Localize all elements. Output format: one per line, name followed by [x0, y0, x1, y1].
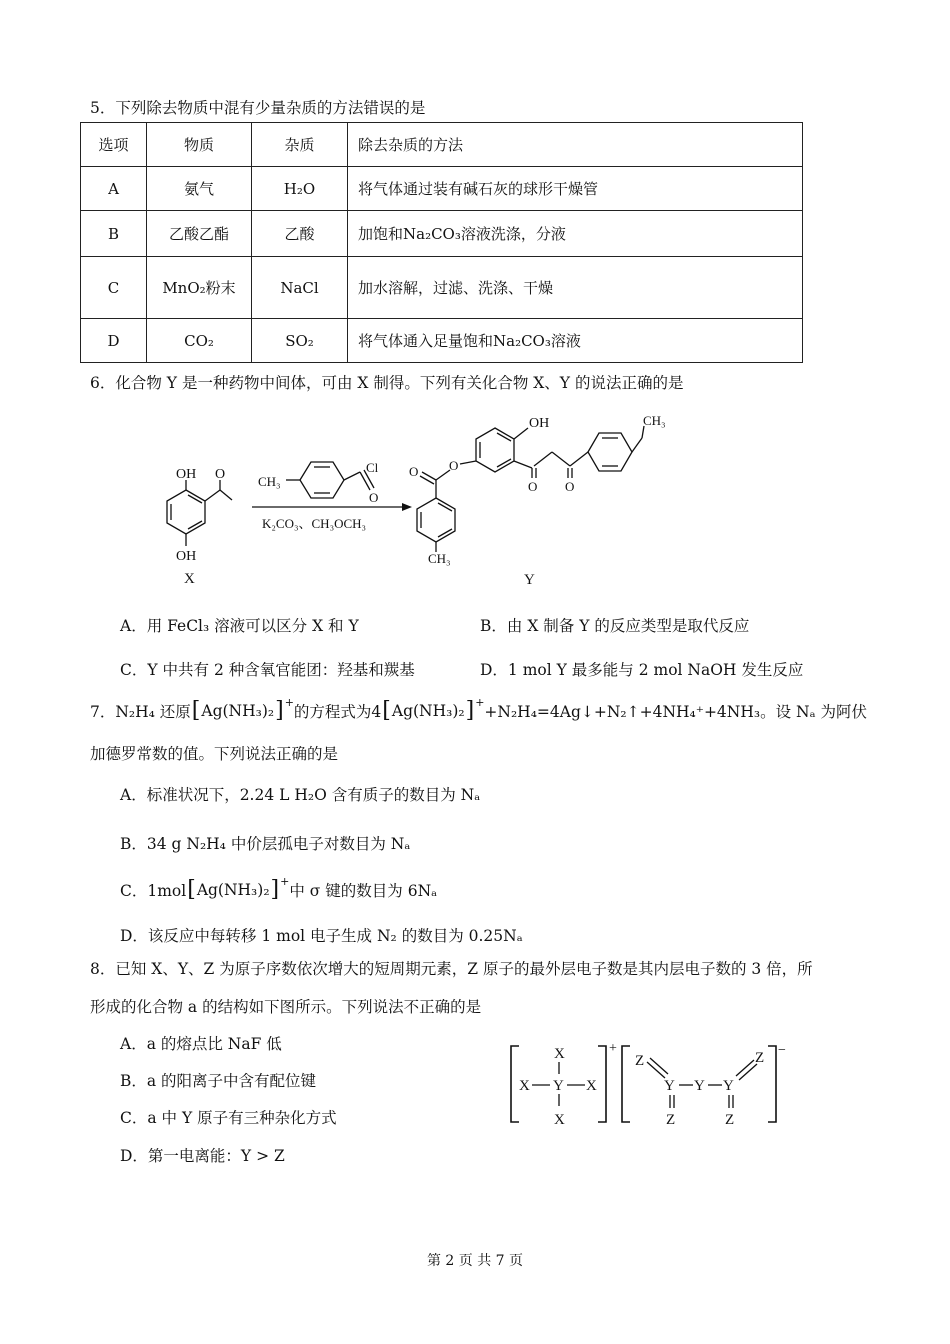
reagent-structure [258, 460, 379, 505]
q6-option-a: A．用 FeCl₃ 溶液可以区分 X 和 Y [120, 617, 359, 635]
q7-stem-prefix: 7．N₂H₄ 还原 [90, 702, 191, 721]
atom-z: Z [666, 1112, 676, 1128]
y-ketone-o1: O [528, 479, 538, 494]
y-ch3-top: CH₃ [643, 413, 666, 428]
q8-option-b: B．a 的阳离子中含有配位键 [120, 1072, 317, 1090]
atom-z: Z [635, 1053, 645, 1069]
anion-structure [622, 1043, 786, 1128]
x-label: X [184, 571, 195, 587]
q5-stem: 5．下列除去物质中混有少量杂质的方法错误的是 [90, 99, 426, 117]
atom-x: X [519, 1078, 530, 1094]
q6-option-d: D．1 mol Y 最多能与 2 mol NaOH 发生反应 [480, 661, 804, 679]
q6-option-b: B．由 X 制备 Y 的反应类型是取代反应 [480, 617, 750, 635]
table-cell: 将气体通入足量饱和Na₂CO₃溶液 [348, 319, 803, 363]
table-cell: A [81, 167, 147, 211]
table-row [81, 257, 803, 319]
q7-stem-mid: 的方程式为4 [293, 702, 382, 721]
left-bracket: [ [382, 698, 391, 723]
q7-equation-rest: +N₂H₄=4Ag↓+N₂↑+4NH₄⁺+4NH₃。设 Nₐ 为阿伏 [484, 702, 867, 721]
anion-charge: − [778, 1043, 786, 1058]
table-cell: 乙酸乙酯 [147, 211, 252, 257]
q7-stem-line1 [90, 698, 867, 723]
q6-reaction-scheme [140, 400, 700, 595]
y-ester-o: O [449, 458, 459, 473]
q7-option-a: A．标准状况下，2.24 L H₂O 含有质子的数目为 Nₐ [120, 786, 481, 804]
q7-option-c [120, 877, 437, 902]
y-ester-carbonyl-o: O [409, 464, 419, 479]
complex-ion: Ag(NH₃)₂ [196, 880, 270, 899]
arrow-head [402, 503, 412, 511]
table-cell: 加水溶解，过滤、洗涤、干燥 [348, 257, 803, 319]
atom-y: Y [664, 1078, 675, 1094]
table-cell: B [81, 211, 147, 257]
q6-option-c: C．Y 中共有 2 种含氧官能团：羟基和羰基 [120, 661, 415, 679]
x-oh-bottom: OH [176, 549, 197, 564]
y-oh: OH [529, 416, 550, 431]
charge: + [284, 696, 294, 709]
complex-ion: Ag(NH₃)₂ [201, 701, 275, 720]
compound-y-structure [409, 413, 666, 588]
atom-x: X [554, 1046, 565, 1062]
right-bracket: ] [465, 698, 475, 723]
reagent-cl: Cl [366, 460, 379, 475]
q7-option-c-prefix: C．1mol [120, 881, 187, 900]
y-label: Y [524, 572, 535, 588]
q7-option-c-suffix: 中 σ 键的数目为 6Nₐ [289, 881, 438, 900]
atom-y: Y [694, 1078, 705, 1094]
header-cell: 除去杂质的方法 [348, 123, 803, 167]
header-cell: 选项 [81, 123, 147, 167]
compound-x-structure [167, 467, 232, 587]
table-cell: 将气体通过装有碱石灰的球形干燥管 [348, 167, 803, 211]
table-cell: CO₂ [147, 319, 252, 363]
table-header-row [81, 123, 803, 167]
q8-option-a: A．a 的熔点比 NaF 低 [120, 1035, 282, 1053]
table-cell: NaCl [252, 257, 348, 319]
x-oh-top: OH [176, 467, 197, 482]
table-cell: H₂O [252, 167, 348, 211]
charge: + [475, 696, 485, 709]
cation-charge: + [609, 1041, 617, 1056]
q7-stem-line2: 加德罗常数的值。下列说法正确的是 [90, 745, 339, 763]
q8-stem-line1: 8．已知 X、Y、Z 为原子序数依次增大的短周期元素，Z 原子的最外层电子数是其内层电子数的 3 倍，所 [90, 960, 813, 978]
y-ch3-bottom: CH₃ [428, 551, 451, 566]
q7-option-b: B．34 g N₂H₄ 中价层孤电子对数目为 Nₐ [120, 835, 411, 853]
table-cell: C [81, 257, 147, 319]
left-bracket: [ [187, 877, 196, 902]
reagent-ch3: CH₃ [258, 474, 281, 489]
q8-stem-line2: 形成的化合物 a 的结构如下图所示。下列说法不正确的是 [90, 998, 482, 1016]
table-row [81, 211, 803, 257]
header-cell: 杂质 [252, 123, 348, 167]
atom-x: X [554, 1112, 565, 1128]
right-bracket: ] [270, 877, 280, 902]
table-row [81, 167, 803, 211]
q5-table [80, 122, 803, 363]
complex-ion: Ag(NH₃)₂ [391, 701, 465, 720]
reagent-o: O [369, 490, 379, 505]
table-cell: D [81, 319, 147, 363]
atom-y: Y [553, 1078, 564, 1094]
q6-stem: 6．化合物 Y 是一种药物中间体，可由 X 制得。下列有关化合物 X、Y 的说法正确的是 [90, 374, 684, 392]
left-bracket: [ [191, 698, 201, 723]
charge: + [280, 875, 290, 888]
atom-z: Z [755, 1050, 765, 1066]
q8-structure-diagram [505, 1040, 805, 1135]
header-cell: 物质 [147, 123, 252, 167]
atom-y: Y [723, 1078, 734, 1094]
table-cell: 加饱和Na₂CO₃溶液洗涤，分液 [348, 211, 803, 257]
right-bracket: ] [275, 698, 284, 723]
atom-x: X [586, 1078, 597, 1094]
cation-structure [511, 1041, 617, 1128]
q8-option-c: C．a 中 Y 原子有三种杂化方式 [120, 1109, 337, 1127]
x-carbonyl-o: O [215, 467, 226, 482]
page-footer: 第 2 页 共 7 页 [426, 1253, 524, 1269]
table-cell: 氨气 [147, 167, 252, 211]
table-row [81, 319, 803, 363]
q8-option-d: D．第一电离能：Y > Z [120, 1147, 285, 1165]
atom-z: Z [725, 1112, 735, 1128]
table-cell: 乙酸 [252, 211, 348, 257]
y-ketone-o2: O [565, 479, 575, 494]
table-cell: SO₂ [252, 319, 348, 363]
q7-option-d: D．该反应中每转移 1 mol 电子生成 N₂ 的数目为 0.25Nₐ [120, 927, 523, 945]
table-cell: MnO₂粉末 [147, 257, 252, 319]
reaction-conditions: K₂CO₃、CH₃OCH₃ [262, 516, 367, 531]
